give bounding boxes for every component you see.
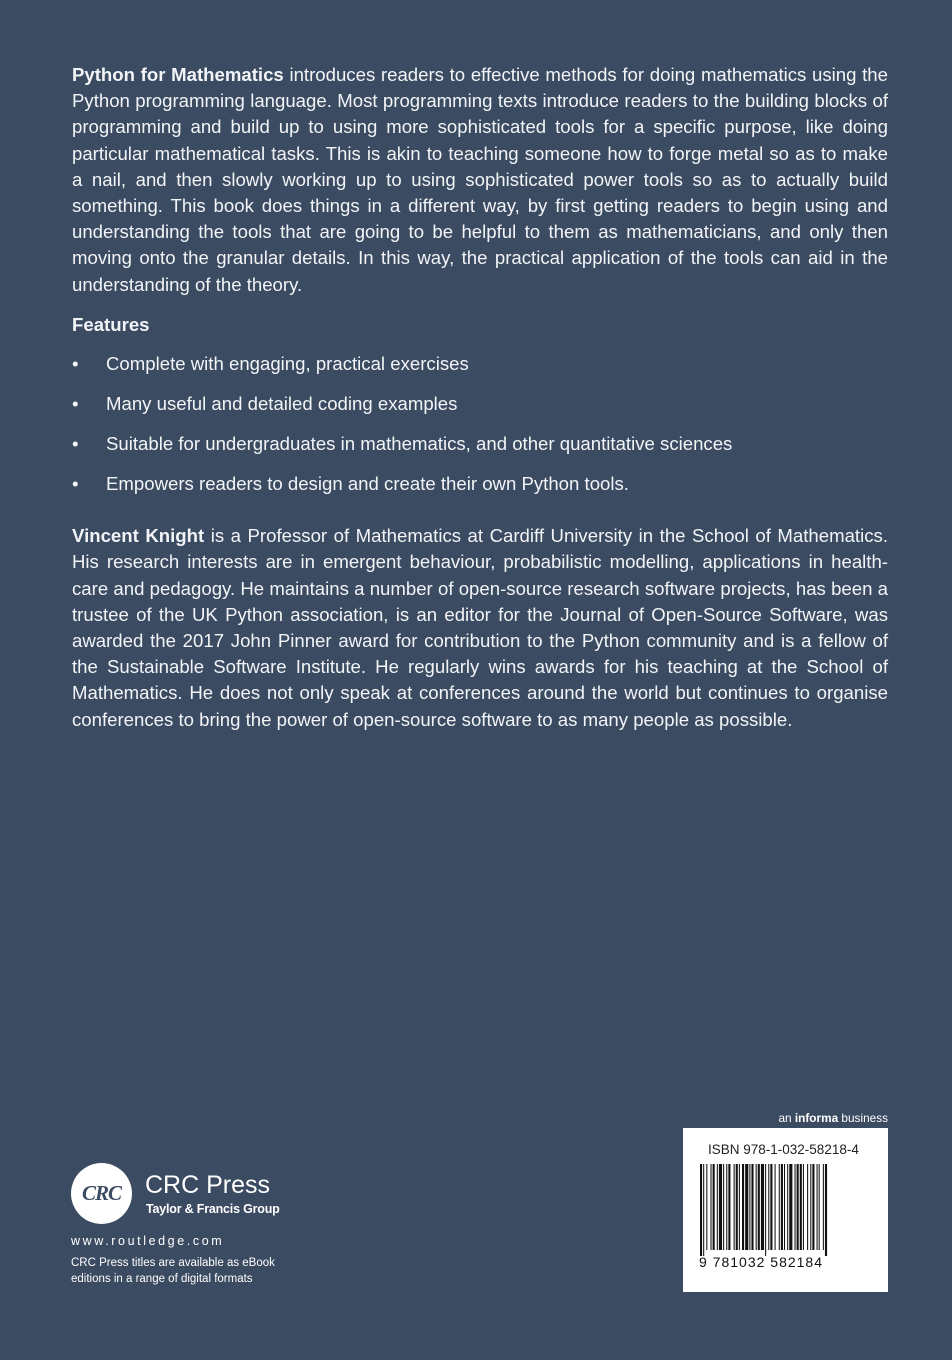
barcode-bar: [736, 1164, 738, 1250]
barcode-bar: [768, 1164, 769, 1250]
ebook-note: CRC Press titles are available as eBook editions in a range of digital formats: [71, 1257, 275, 1285]
barcode-bar: [723, 1164, 724, 1250]
barcode-bar: [825, 1164, 827, 1256]
publisher-website: www.routledge.com: [71, 1234, 225, 1248]
barcode-bar: [807, 1164, 808, 1250]
barcode-panel: [683, 1128, 888, 1292]
barcode-bar: [726, 1164, 727, 1250]
bullet-icon: •: [72, 353, 79, 375]
list-item: [72, 351, 888, 377]
list-item: [72, 391, 888, 417]
barcode-icon: [700, 1164, 872, 1256]
back-cover-text: [72, 62, 888, 733]
barcode-bar: [770, 1164, 772, 1250]
crc-logo-mark: CRC: [81, 1181, 122, 1205]
barcode-bar: [765, 1164, 766, 1256]
feature-text: Empowers readers to design and create their own Python tools.: [106, 473, 629, 495]
informa-bold: informa: [794, 1111, 839, 1125]
author-name: Vincent Knight: [72, 525, 205, 547]
barcode-bar: [784, 1164, 785, 1250]
barcode-bar: [749, 1164, 750, 1250]
barcode-bar: [703, 1164, 704, 1256]
bullet-icon: •: [72, 393, 79, 415]
author-bio-paragraph: [72, 523, 888, 733]
barcode-bar: [711, 1164, 712, 1250]
barcode-bar: [775, 1164, 776, 1250]
list-item: [72, 471, 888, 497]
feature-list: [72, 351, 888, 497]
barcode-bar: [700, 1164, 702, 1256]
barcode-digits: 9 781032 582184: [699, 1254, 823, 1270]
bullet-icon: •: [72, 473, 79, 495]
barcode-bar: [810, 1164, 811, 1250]
barcode-bar: [779, 1164, 780, 1250]
author-bio-text: is a Professor of Mathematics at Cardiff University in the School of Mathematics. His research interests are in emergent behaviour, probabilistic modelling, applications in health-care and pedagogy. He maintains a number of open-source research software projects, has been a trustee of the UK Python association, is an editor for the Journal of Open-Source Software, was awarded the 2017 John Pinner award for contribution to the Python community and is a fellow of the Sustainable Software Institute. He regularly wins awards for his teaching at the School of Mathematics. He does not only speak at conferences around the world but continues to organise conferences to bring the power of open-source software to as many people as possible.: [72, 525, 888, 730]
barcode-bar: [751, 1164, 753, 1250]
feature-text: Suitable for undergraduates in mathematics, and other quantitative sciences: [106, 433, 733, 455]
description-paragraph: [72, 62, 888, 298]
isbn-label: ISBN 978-1-032-58218-4: [708, 1142, 859, 1157]
informa-business-label: [700, 1111, 888, 1125]
barcode-bar: [742, 1164, 744, 1250]
barcode-bar: [713, 1164, 715, 1250]
barcode-bar: [823, 1164, 824, 1250]
informa-prefix: an: [778, 1111, 795, 1125]
barcode-bar: [787, 1164, 788, 1250]
informa-suffix: business: [838, 1111, 888, 1125]
book-title: Python for Mathematics: [72, 64, 284, 85]
description-text: introduces readers to effective methods for doing mathematics using the Python programming language. Most programming texts introduce readers to the building blocks of programming and build up to using more sophisticated tools for a specific purpose, like doing particular mathematical tasks. This is akin to teaching someone how to forge metal so as to make a nail, and then slowly working up to using sophisticated power tools so as to actually build something. This book does things in a different way, by first getting readers to begin using and understanding the tools that are going to be helpful to them as mathematicians, and only then moving onto the granular details. In this way, the practical application of the tools can aid in the understanding of the theory.: [72, 64, 888, 295]
barcode-bar: [781, 1164, 783, 1250]
publisher-group: Taylor & Francis Group: [146, 1202, 280, 1216]
barcode-bar: [758, 1164, 760, 1250]
barcode-bar: [719, 1164, 722, 1250]
barcode-bar: [739, 1164, 740, 1250]
barcode-bar: [706, 1164, 707, 1250]
barcode-bar: [812, 1164, 814, 1250]
barcode-bar: [728, 1164, 730, 1250]
feature-text: Complete with engaging, practical exercises: [106, 353, 469, 375]
barcode-bar: [734, 1164, 735, 1250]
barcode-bar: [789, 1164, 792, 1250]
barcode-bar: [717, 1164, 718, 1250]
barcode-bar: [756, 1164, 757, 1250]
bullet-icon: •: [72, 433, 79, 455]
list-item: [72, 431, 888, 457]
barcode-bar: [745, 1164, 748, 1250]
barcode-bar: [795, 1164, 796, 1250]
publisher-name: CRC Press: [145, 1171, 271, 1199]
features-heading: Features: [72, 313, 150, 335]
barcode-bar: [803, 1164, 804, 1250]
barcode-bar: [797, 1164, 799, 1250]
barcode-bar: [817, 1164, 818, 1250]
barcode-bar: [761, 1164, 764, 1250]
feature-text: Many useful and detailed coding examples: [106, 393, 458, 415]
barcode-bar: [819, 1164, 820, 1250]
barcode-bar: [800, 1164, 802, 1250]
